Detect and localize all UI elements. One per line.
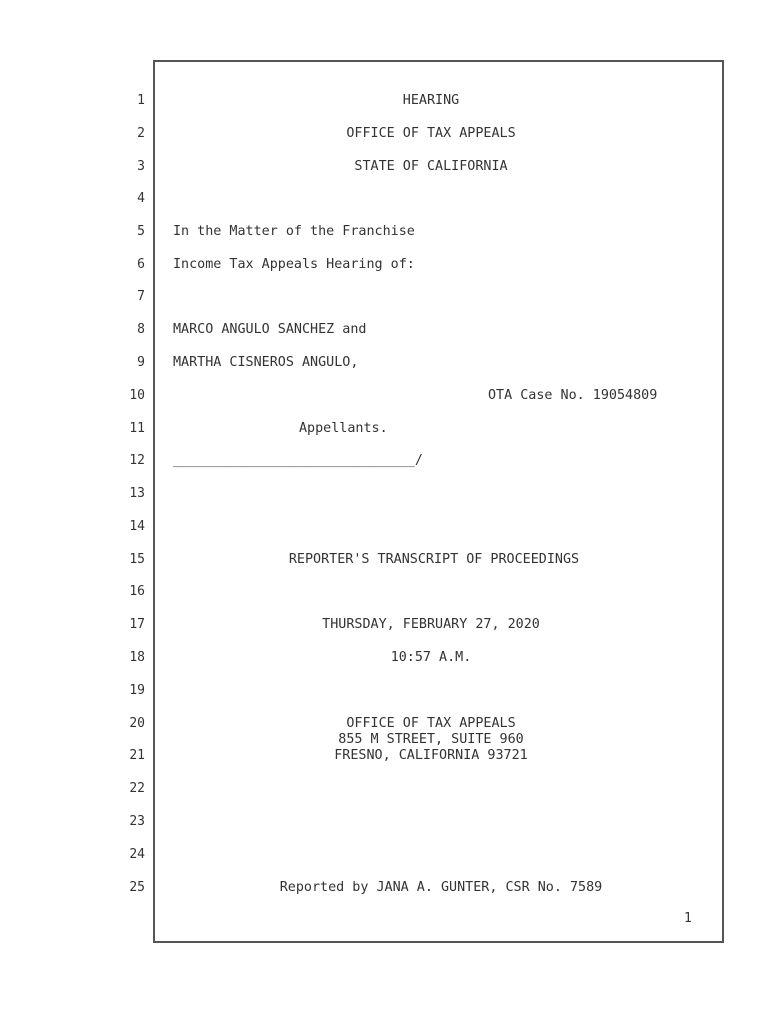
line-number: 8 bbox=[137, 322, 145, 337]
appellants-label: Appellants. bbox=[299, 421, 388, 436]
matter-line-1: In the Matter of the Franchise bbox=[173, 224, 415, 239]
location-street: 855 M STREET, SUITE 960 bbox=[338, 732, 524, 747]
transcript-page bbox=[153, 60, 724, 943]
line-number: 24 bbox=[129, 847, 145, 862]
line-number: 14 bbox=[129, 519, 145, 534]
caption-rule: ______________________________/ bbox=[173, 453, 423, 468]
caption-hearing: HEARING bbox=[402, 93, 460, 108]
case-number: OTA Case No. 19054809 bbox=[488, 388, 658, 403]
location-city: FRESNO, CALIFORNIA 93721 bbox=[334, 748, 528, 763]
line-number: 11 bbox=[129, 421, 145, 436]
appellant-name-2: MARTHA CISNEROS ANGULO, bbox=[173, 355, 359, 370]
line-number: 23 bbox=[129, 814, 145, 829]
line-number: 10 bbox=[129, 388, 145, 403]
line-number: 22 bbox=[129, 781, 145, 796]
line-number: 6 bbox=[137, 257, 145, 272]
line-number: 16 bbox=[129, 584, 145, 599]
line-number: 15 bbox=[129, 552, 145, 567]
hearing-date: THURSDAY, FEBRUARY 27, 2020 bbox=[322, 617, 540, 632]
line-number: 3 bbox=[137, 159, 145, 174]
line-number: 9 bbox=[137, 355, 145, 370]
hearing-time: 10:57 A.M. bbox=[390, 650, 472, 665]
line-number: 19 bbox=[129, 683, 145, 698]
line-number: 5 bbox=[137, 224, 145, 239]
line-number: 12 bbox=[129, 453, 145, 468]
line-number: 4 bbox=[137, 191, 145, 206]
line-number: 18 bbox=[129, 650, 145, 665]
line-number: 25 bbox=[129, 880, 145, 895]
line-number: 17 bbox=[129, 617, 145, 632]
reporter-line: Reported by JANA A. GUNTER, CSR No. 7589 bbox=[279, 880, 603, 895]
appellant-name-1: MARCO ANGULO SANCHEZ and bbox=[173, 322, 367, 337]
matter-line-2: Income Tax Appeals Hearing of: bbox=[173, 257, 415, 272]
line-number: 1 bbox=[137, 93, 145, 108]
location-name: OFFICE OF TAX APPEALS bbox=[346, 716, 516, 731]
line-number: 7 bbox=[137, 289, 145, 304]
caption-agency: OFFICE OF TAX APPEALS bbox=[346, 126, 516, 141]
line-number: 2 bbox=[137, 126, 145, 141]
transcript-title: REPORTER'S TRANSCRIPT OF PROCEEDINGS bbox=[288, 552, 580, 567]
caption-state: STATE OF CALIFORNIA bbox=[354, 159, 508, 174]
line-number: 21 bbox=[129, 748, 145, 763]
line-number: 20 bbox=[129, 716, 145, 731]
line-number: 13 bbox=[129, 486, 145, 501]
page-number: 1 bbox=[684, 911, 692, 926]
